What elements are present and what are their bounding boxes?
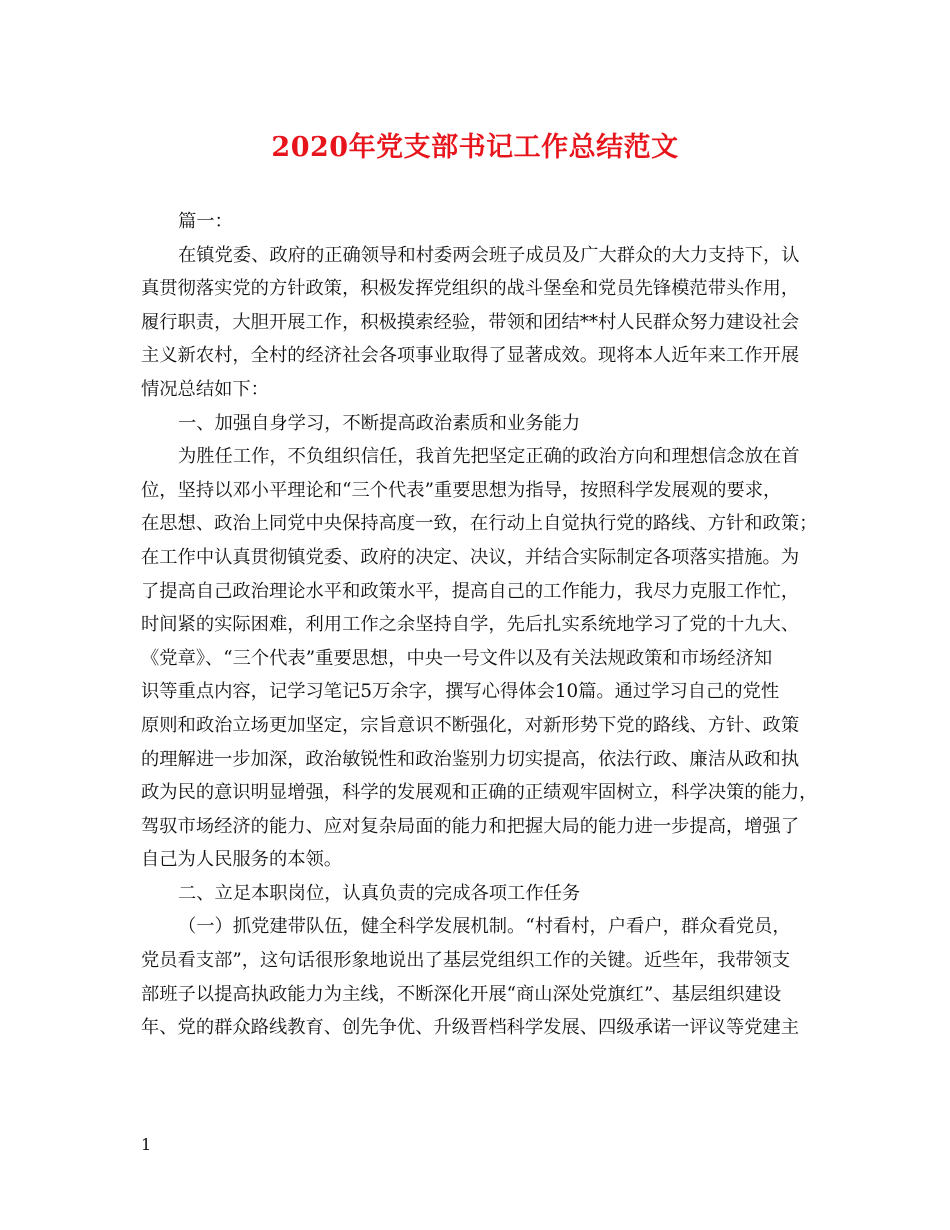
body-line: （一）抓党建带队伍，健全科学发展机制。“村看村，户看户，群众看党员， xyxy=(178,916,791,938)
body-line: 主义新农村，全村的经济社会各项事业取得了显著成效。现将本人近年来工作开展 xyxy=(141,345,800,367)
body-line: 驾驭市场经济的能力、应对复杂局面的能力和把握大局的能力进一步提高，增强了 xyxy=(141,815,800,837)
body-line: 在工作中认真贯彻镇党委、政府的决定、决议，并结合实际制定各项落实措施。为 xyxy=(141,546,800,568)
body-line: 自己为人民服务的本领。 xyxy=(141,849,343,871)
body-line: 识等重点内容，记学习笔记5万余字，撰写心得体会10篇。通过学习自己的党性 xyxy=(141,681,780,703)
body-line: 部班子以提高执政能力为主线，不断深化开展“商山深处党旗红”、基层组织建设 xyxy=(141,983,782,1005)
body-line: 二、立足本职岗位，认真负责的完成各项工作任务 xyxy=(178,882,581,904)
body-line: 了提高自己政治理论水平和政策水平，提高自己的工作能力，我尽力克服工作忙， xyxy=(141,580,800,602)
body-line: 的理解进一步加深，政治敏锐性和政治鉴别力切实提高，依法行政、廉洁从政和执 xyxy=(141,748,800,770)
body-line: 政为民的意识明显增强，科学的发展观和正确的正绩观牢固树立，科学决策的能力， xyxy=(141,782,818,804)
body-line: 为胜任工作，不负组织信任，我首先把坚定正确的政治方向和理想信念放在首 xyxy=(178,446,800,468)
body-line: 时间紧的实际困难，利用工作之余坚持自学，先后扎实系统地学习了党的十九大、 xyxy=(141,614,800,636)
body-line: 在思想、政治上同党中央保持高度一致，在行动上自觉执行党的路线、方针和政策； xyxy=(141,513,818,535)
page-number: 1 xyxy=(141,1135,152,1154)
body-line: 《党章》、“三个代表”重要思想，中央一号文件以及有关法规政策和市场经济知 xyxy=(141,647,773,669)
body-line: 党员看支部”，这句话很形象地说出了基层党组织工作的关键。近些年，我带领支 xyxy=(141,950,791,972)
body-line: 位，坚持以邓小平理论和“三个代表”重要思想为指导，按照科学发展观的要求， xyxy=(141,479,782,501)
body-line: 篇一： xyxy=(178,211,233,232)
body-line: 情况总结如下： xyxy=(141,378,269,400)
body-line: 在镇党委、政府的正确领导和村委两会班子成员及广大群众的大力支持下，认 xyxy=(178,244,800,266)
body-line: 原则和政治立场更加坚定，宗旨意识不断强化，对新形势下党的路线、方针、政策 xyxy=(141,714,800,736)
document-body xyxy=(141,205,818,1045)
body-line: 履行职责，大胆开展工作，积极摸索经验，带领和团结**村人民群众努力建设社会 xyxy=(141,311,800,333)
document-title: 2020年党支部书记工作总结范文 xyxy=(271,132,679,163)
body-line: 一、加强自身学习，不断提高政治素质和业务能力 xyxy=(178,412,581,434)
body-line: 年、党的群众路线教育、创先争优、升级晋档科学发展、四级承诺一评议等党建主 xyxy=(141,1017,800,1039)
body-line: 真贯彻落实党的方针政策，积极发挥党组织的战斗堡垒和党员先锋模范带头作用， xyxy=(141,278,800,300)
